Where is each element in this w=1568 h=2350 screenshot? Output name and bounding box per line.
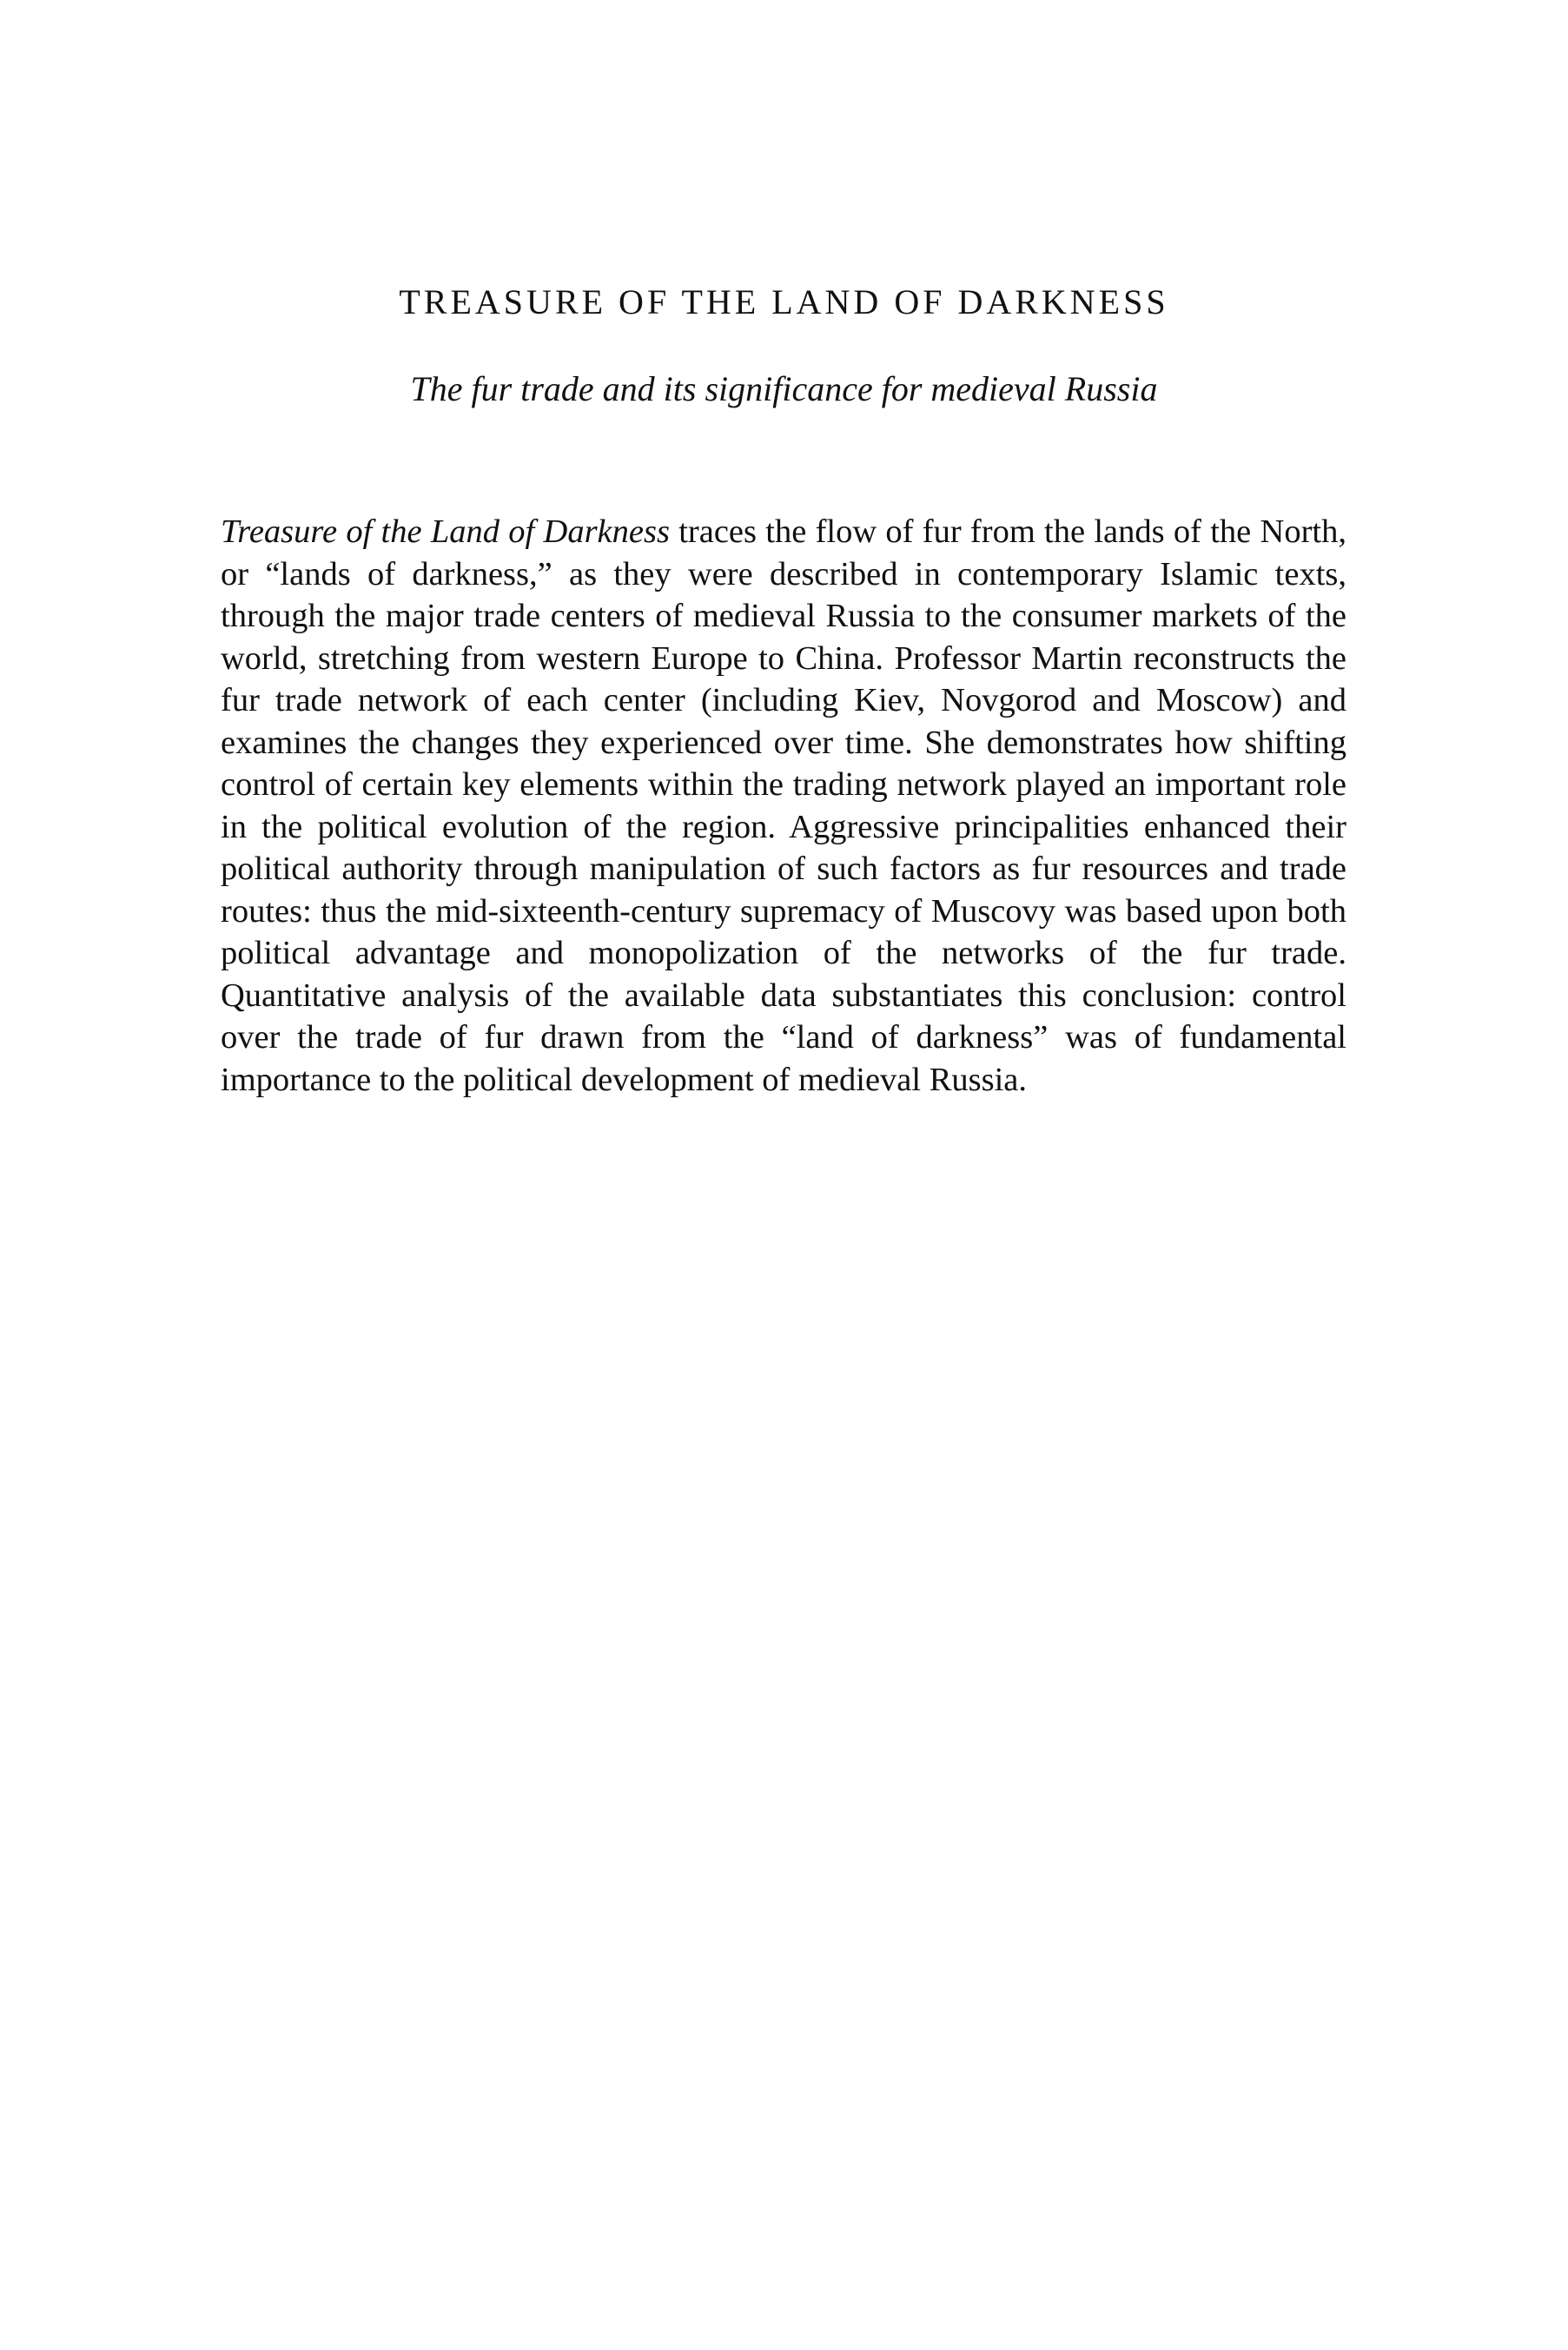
book-title-italic: Treasure of the Land of Darkness	[221, 513, 670, 550]
page-title: TREASURE OF THE LAND OF DARKNESS	[399, 282, 1169, 321]
description-paragraph	[221, 511, 1346, 1101]
page-subtitle: The fur trade and its significance for medieval Russia	[410, 369, 1158, 408]
description-text: traces the flow of fur from the lands of the North, or “lands of darkness,” as they were described in contemporary Islamic texts, through the major trade centers of medieval Russia to the consumer markets of the world, stretching from western Europe to China. Professor Martin reconstructs the fur trade network of each center (including Kiev, Novgorod and Moscow) and examines the changes they experienced over time. She demonstrates how shifting control of certain key elements within the trading network played an important role in the political evolution of the region. Aggressive principalities enhanced their political authority through manipulation of such factors as fur resources and trade routes: thus the mid-sixteenth-century supremacy of Muscovy was based upon both political advantage and monopolization of the networks of the fur trade. Quantitative analysis of the available data substantiates this conclusion: control over the trade of fur drawn from the “land of darkness” was of fundamental importance to the political development of medieval Russia.	[221, 513, 1346, 1098]
